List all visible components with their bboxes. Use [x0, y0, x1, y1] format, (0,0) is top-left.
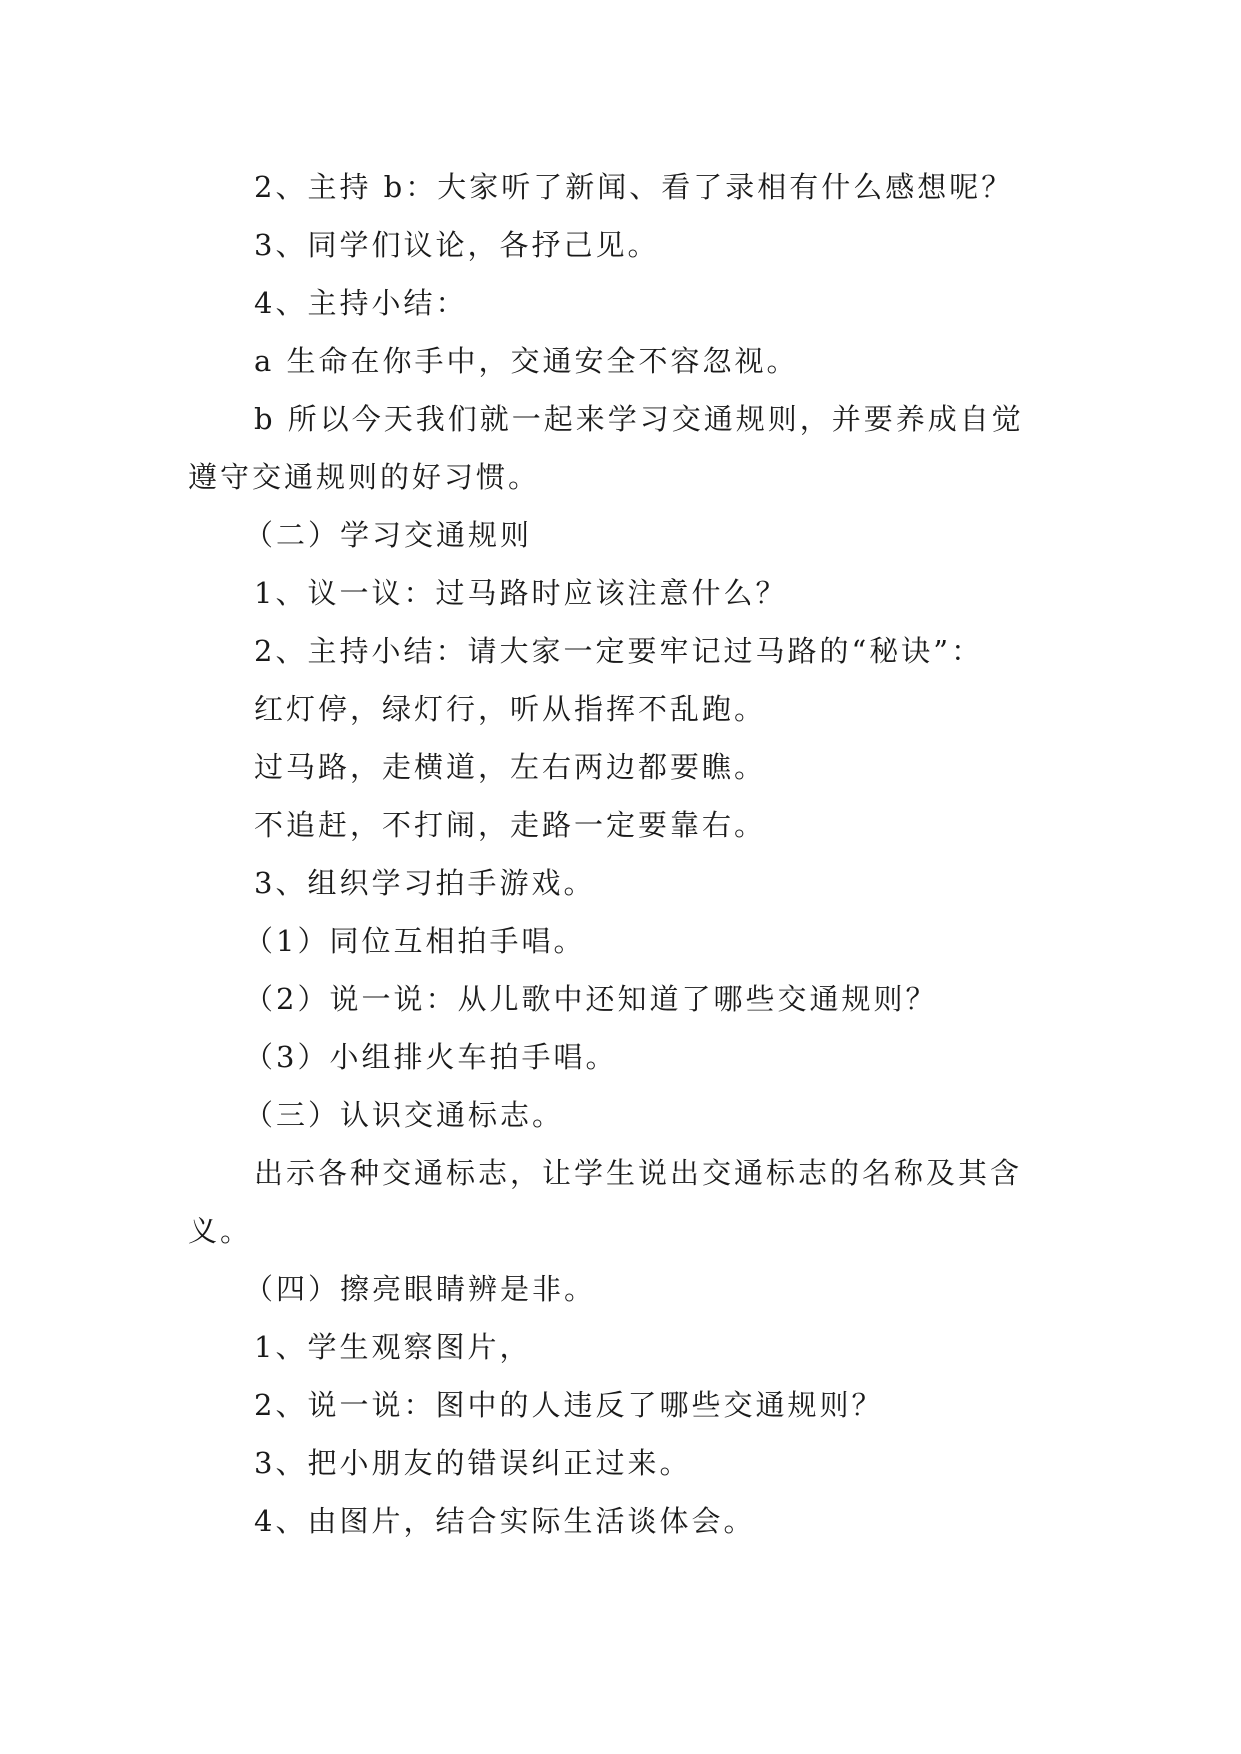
rhyme-line: 红灯停，绿灯行，听从指挥不乱跑。 [254, 692, 767, 726]
paragraph: 1、学生观察图片， [254, 1330, 532, 1364]
section-heading: （三）认识交通标志。 [244, 1098, 565, 1132]
rhyme-line: 不追赶，不打闹，走路一定要靠右。 [254, 808, 767, 842]
sub-item: （2）说一说：从儿歌中还知道了哪些交通规则？ [244, 982, 938, 1016]
section-heading: （四）擦亮眼睛辨是非。 [244, 1272, 597, 1306]
section-heading: （二）学习交通规则 [244, 518, 533, 552]
rhyme-line: 过马路，走横道，左右两边都要瞧。 [254, 750, 767, 784]
paragraph: 出示各种交通标志，让学生说出交通标志的名称及其含义。 [188, 1156, 1023, 1248]
paragraph: a 生命在你手中，交通安全不容忽视。 [254, 344, 799, 378]
paragraph: 3、把小朋友的错误纠正过来。 [254, 1446, 692, 1480]
paragraph: 3、组织学习拍手游戏。 [254, 866, 596, 900]
sub-item: （1）同位互相拍手唱。 [244, 924, 586, 958]
paragraph: 4、主持小结： [254, 286, 468, 320]
sub-item: （3）小组排火车拍手唱。 [244, 1040, 618, 1074]
paragraph: 2、说一说：图中的人违反了哪些交通规则？ [254, 1388, 884, 1422]
paragraph: 2、主持 b：大家听了新闻、看了录相有什么感想呢？ [254, 170, 1014, 204]
paragraph: 2、主持小结：请大家一定要牢记过马路的“秘诀”： [254, 634, 984, 668]
paragraph: 4、由图片，结合实际生活谈体会。 [254, 1504, 756, 1538]
paragraph: 3、同学们议论，各抒己见。 [254, 228, 660, 262]
paragraph: 1、议一议：过马路时应该注意什么？ [254, 576, 788, 610]
paragraph: b 所以今天我们就一起来学习交通规则，并要养成自觉遵守交通规则的好习惯。 [188, 402, 1024, 494]
document-body [188, 158, 1048, 1550]
